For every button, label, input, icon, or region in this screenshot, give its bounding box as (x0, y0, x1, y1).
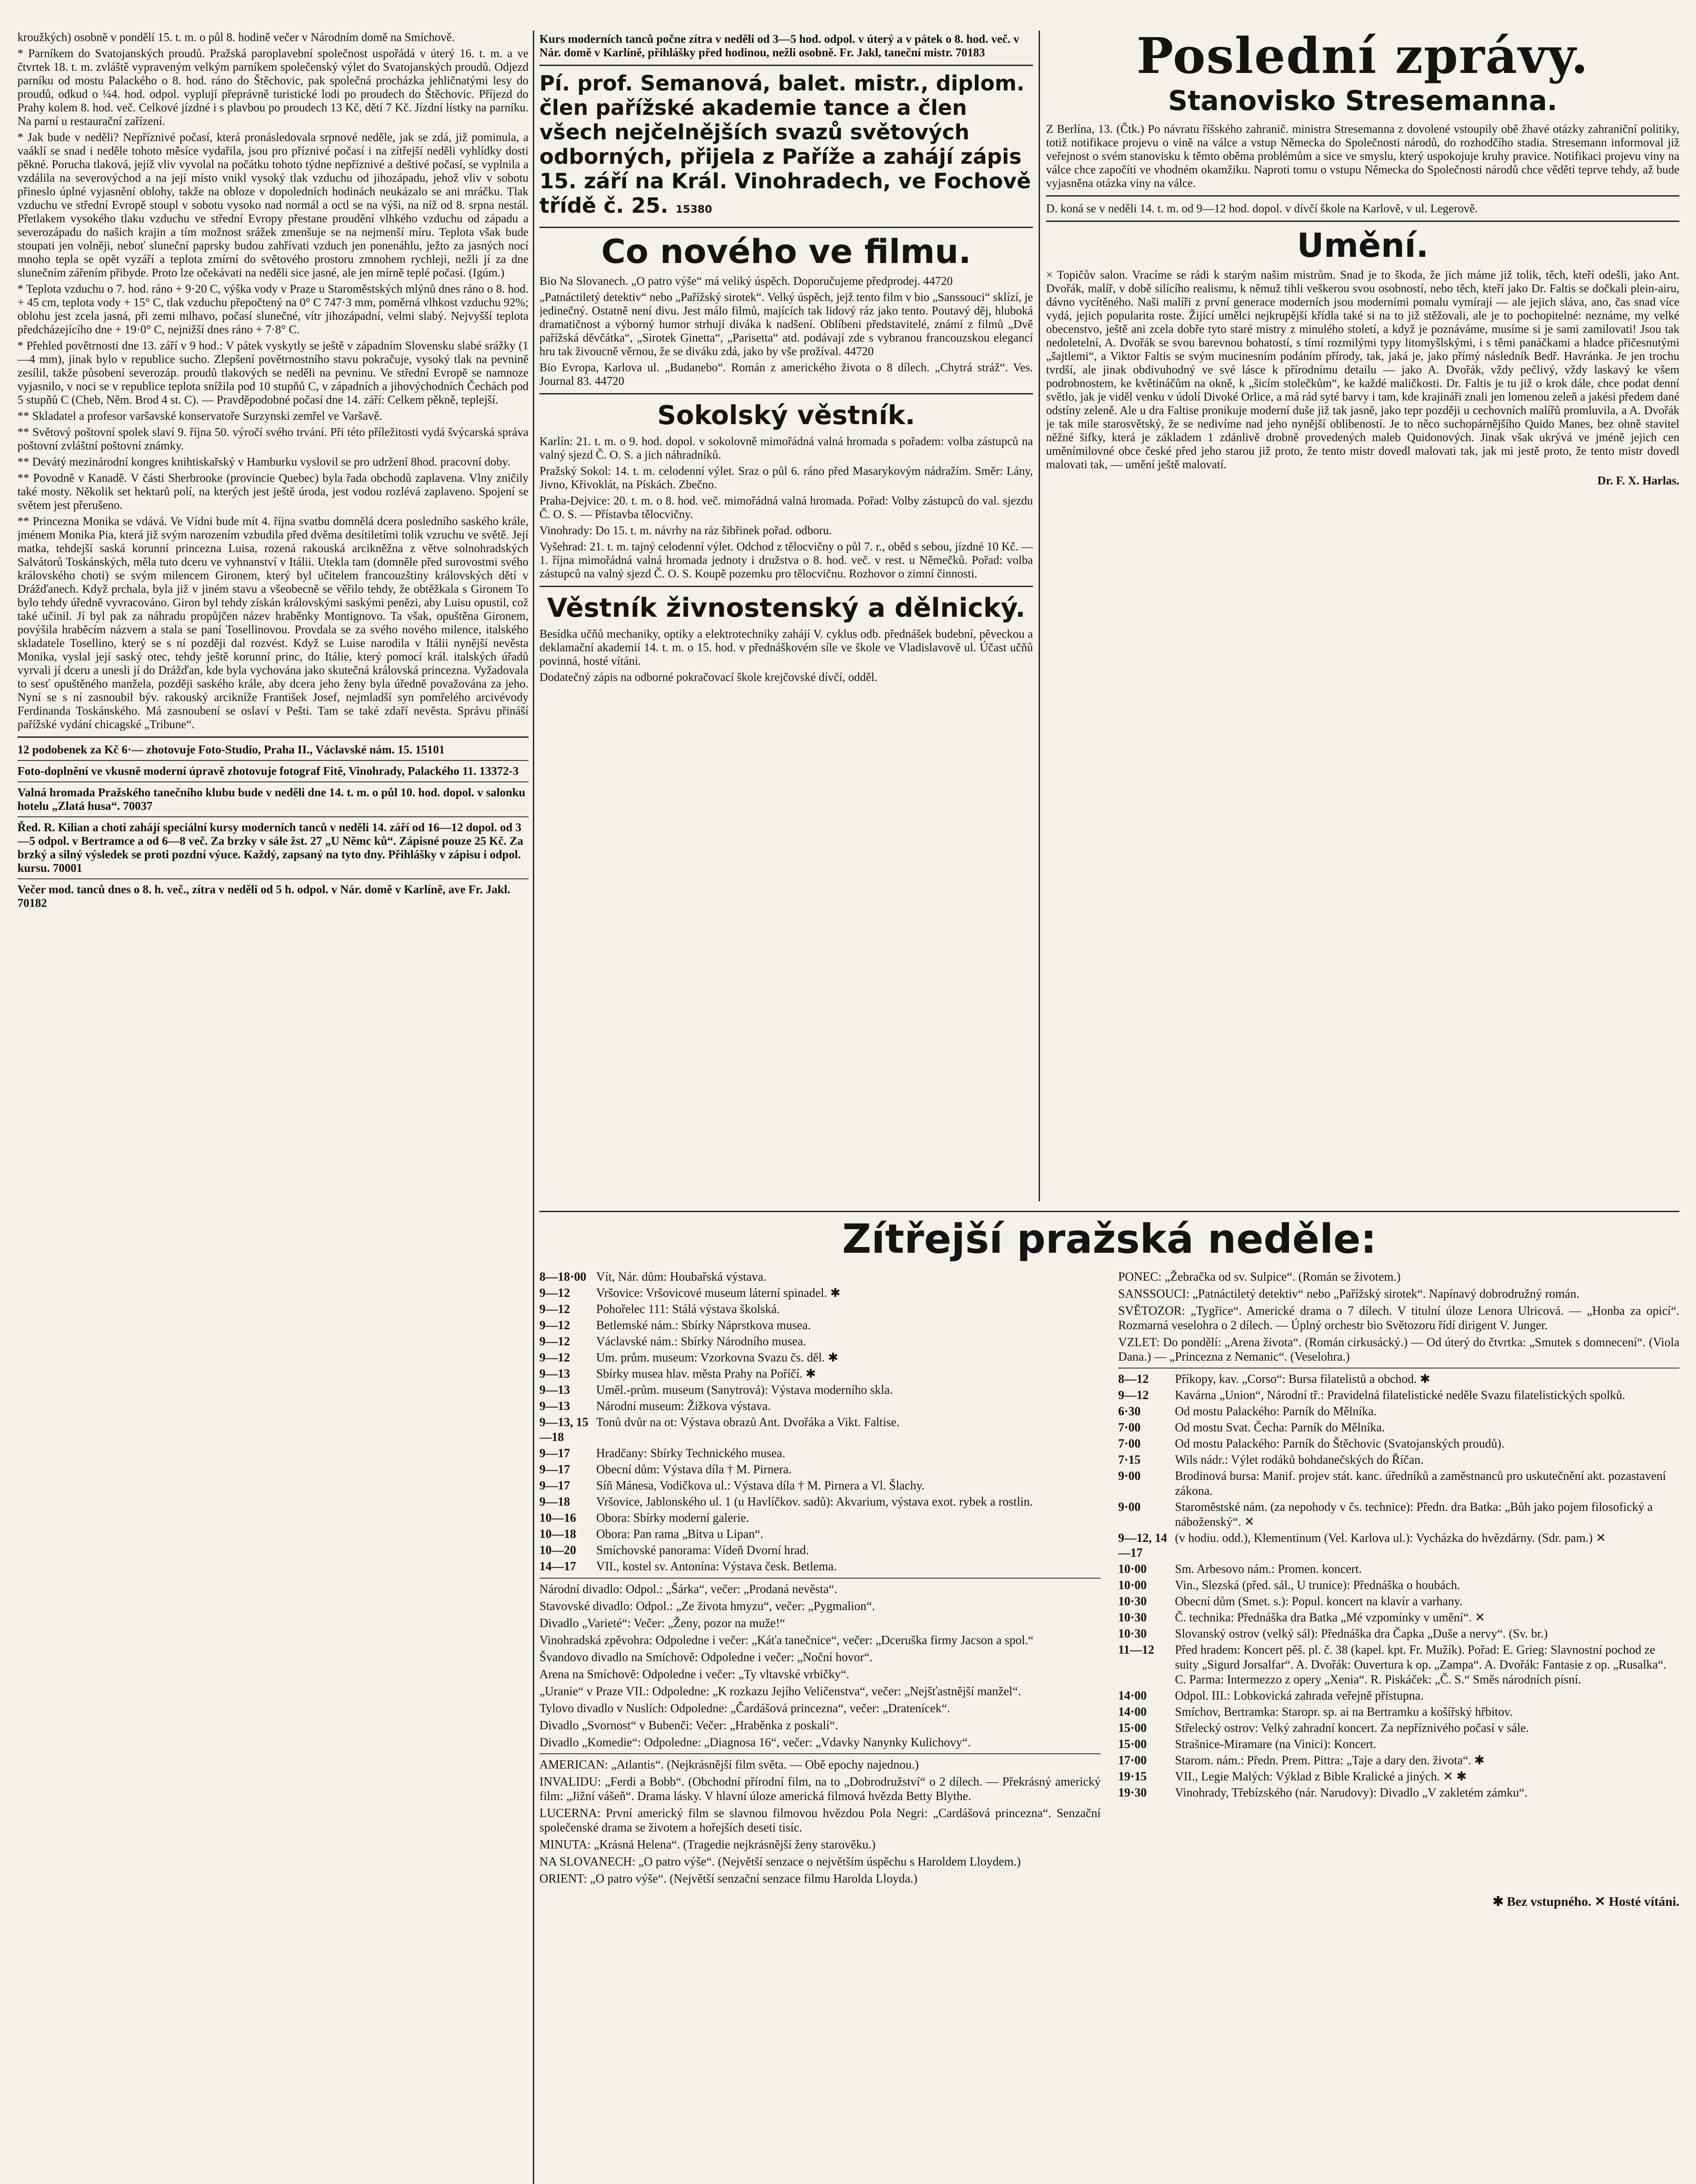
event-description: Národní museum: Žižkova výstava. (596, 1400, 771, 1413)
event-row (1118, 1388, 1679, 1403)
advertisement: Foto-doplnění ve vkusně moderní úpravě zhotovuje fotograf Fitě, Vinohrady, Palackého 11. 13372-3 (17, 764, 519, 778)
article-body: Z Berlína, 13. (Čtk.) Po návratu říšského zahranič. ministra Stresemanna z dovolené vstoupily obě žhavé otázky zahraniční politiky, totiž notifikace projevu o vině na válce a vstup Německa do Společnosti národů, do rozhodčího stadia. Stresemann informoval již veřejnost o svém stanovisku k těmto oběma problémům a sice ve smyslu, který uspokojuje kruhy pravice. Notifikaci projevu viny na válce chce započíti ve vhodném okamžiku. Naproti tomu o vstupu Německa do Společnosti národů chce věděti teprve tehdy, až bude vyjasněna otázka viny na válce. (1046, 122, 1679, 190)
column-local-news (17, 31, 528, 2184)
event-row (1118, 1769, 1679, 1784)
event-description: Smíchov, Bertramka: Staropr. sp. ai na Bertramku a košířský hřbitov. (1175, 1705, 1513, 1719)
event-description: Před hradem: Koncert pěš. pl. č. 38 (kapel. kpt. Fr. Mužík). Pořad: E. Grieg: Slavnostní pochod ze suity „Sigurd Jorsalfar“. A. Dvořák: Ouvertura k op. „Zampa“. A. Dvořák: Fantasie z op. „Rusalka“. C. Parma: Intermezzo z opery „Xenia“. R. Piskáček: „Č. S.“ Směs národních písní. (1175, 1643, 1667, 1686)
event-description: VII., Legie Malých: Výklad z Bible Kralické a jiných. ✕ ✱ (1175, 1770, 1467, 1783)
divider (539, 1211, 1679, 1212)
advertisement: Řed. R. Kilian a choti zahájí speciální kursy moderních tanců v neděli 14. září od 16—12 dopol. od 3—5 odpol. v Bertramce a od 6—8 več. Za brzky v sále žst. 27 „U Němc ků“. Zápisné pouze 25 Kč. Za brzký a silný výsledek se proti pozdní výuce. Každý, zapsaný na tyto dny. Přihlášky v zápisu i odpol. kursu. 70001 (17, 821, 523, 874)
news-paragraph: ** Skladatel a profesor varšavské konservatoře Surzynski zemřel ve Varšavě. (17, 409, 382, 422)
event-row (539, 1318, 1101, 1333)
event-row (1118, 1689, 1679, 1704)
event-row (1118, 1500, 1679, 1530)
cinema-listing: ORIENT: „O patro výše“. (Největší senzační senzace filmu Harolda Lloyda.) (539, 1872, 918, 1886)
divider (17, 816, 528, 817)
event-row (1118, 1721, 1679, 1736)
article-headline: Stanovisko Stresemanna. (1168, 85, 1558, 117)
event-row (539, 1415, 1101, 1445)
event-row (1118, 1469, 1679, 1499)
event-description: Obecní dům (Smet. s.): Popul. koncert na klavír a varhany. (1175, 1595, 1463, 1608)
event-row (1118, 1786, 1679, 1800)
event-description: Příkopy, kav. „Corso“: Bursa filatelistů a obchod. ✱ (1175, 1372, 1430, 1386)
event-time: 8—12 (1118, 1372, 1149, 1386)
event-time: 9—12 (539, 1286, 570, 1300)
event-description: Václavské nám.: Sbírky Národního musea. (596, 1335, 806, 1348)
event-time: 8—18·00 (539, 1270, 587, 1284)
event-row (539, 1495, 1101, 1510)
event-description: Odpol. III.: Lobkovická zahrada veřejně přístupna. (1175, 1689, 1424, 1703)
event-row (539, 1559, 1101, 1574)
event-row (539, 1446, 1101, 1461)
news-paragraph: ** Povodně v Kanadě. V části Sherbrooke (provincie Quebec) byla řada obchodů zaplavena. Vlny zničily také mosty. Několik set hektarů polí, na kterých jest ještě úroda, jest vodou rozlévá zaplaveno. Spojení se světem jest přerušeno. (17, 471, 528, 511)
divider (17, 760, 528, 761)
section-title-tomorrow: Zítřejší pražská neděle: (842, 1216, 1377, 1262)
event-description: Od mostu Svat. Čecha: Parník do Mělníka. (1175, 1421, 1385, 1434)
event-time: 9—12 (1118, 1389, 1149, 1402)
event-time: 9—18 (539, 1495, 570, 1509)
news-paragraph: ** Světový poštovní spolek slaví 9. října 50. výročí svého trvání. Při této příležitosti vydá švýcarská správa poštovní zvláštní poštovní známky. (17, 425, 528, 452)
event-description: Slovanský ostrov (velký sál): Přednáška dra Čapka „Duše a nervy“. (Sv. br.) (1175, 1627, 1548, 1641)
cinema-listing: SANSSOUCI: „Patnáctiletý detektiv“ nebo „Pařížský sirotek“. Napínavý dobrodružný román. (1118, 1287, 1579, 1301)
theatre-listing: Divadlo „Svornost“ v Bubenči: Večer: „Hraběnka z poskalí“. (539, 1719, 838, 1732)
cinema-listing: VZLET: Do pondělí: „Arena života“. (Román cirkusácký.) — Od úterý do čtvrtka: „Smutek s domnecení“. (Viola Dana.) — „Princezna z Nemanic“. (Veselohra.) (1118, 1336, 1679, 1364)
event-time: 9—17 (539, 1447, 570, 1460)
event-description: Tonů dvůr na ot: Výstava obrazů Ant. Dvořáka a Vikt. Faltise. (596, 1416, 900, 1429)
cinema-listing: AMERICAN: „Atlantis“. (Nejkrásnější film světa. — Obě epochy najednou.) (539, 1758, 919, 1772)
event-row (539, 1462, 1101, 1477)
event-description: Vin., Slezská (před. sál., U trunice): Přednáška o houbách. (1175, 1579, 1461, 1592)
event-time: 19·30 (1118, 1786, 1147, 1800)
trades-item: Dodatečný zápis na odborné pokračovací škole krejčovské dívčí, odděl. (539, 670, 877, 684)
event-description: Obora: Sbírky moderní galerie. (596, 1511, 749, 1525)
event-row (1118, 1753, 1679, 1768)
event-description: Č. technika: Přednáška dra Batka „Mé vzpomínky v umění“. ✕ (1175, 1611, 1485, 1624)
event-description: Staroměstské nám. (za nepohody v čs. technice): Předn. dra Batka: „Bůh jako pojem filosofický a náboženský“. ✕ (1175, 1500, 1653, 1529)
news-paragraph: kroužkých) osobně v pondělí 15. t. m. o půl 8. hodině večer v Národním domě na Smíchově. (17, 31, 455, 44)
event-description: Um. prům. museum: Vzorkovna Svazu čs. děl. ✱ (596, 1351, 839, 1365)
event-time: 9—12 (539, 1351, 570, 1365)
cinema-listing: PONEC: „Žebračka od sv. Sulpice“. (Román se životem.) (1118, 1270, 1401, 1284)
section-title-latest-news: Poslední zprávy. (1136, 31, 1589, 85)
event-description: Vít, Nár. dům: Houbařská výstava. (596, 1270, 767, 1284)
event-row (1118, 1594, 1679, 1609)
event-time: 9—12 (539, 1335, 570, 1348)
news-paragraph: D. koná se v neděli 14. t. m. od 9—12 hod. dopol. v dívčí škole na Karlově, v ul. Legerově. (1046, 202, 1478, 215)
event-row (1118, 1372, 1679, 1387)
author-signature: Dr. F. X. Harlas. (1597, 474, 1679, 487)
film-item: „Patnáctiletý detektiv“ nebo „Pařížský sirotek“. Velký úspěch, jejž tento film v bio „Sanssouci“ sklízí, je jedinečný. Ostatně není divu. Jest málo filmů, majících tak lidový ráz jako tento. Poutavý děj, hluboká dramatičnost a výborný humor strhují diváka k nadšení. Oblíbeni představitelé, známí z filmů „Dvě pařížská děvčátka“, „Sirotek Ginetta“, „Parisetta“ atd. podávají zde s vybranou francouzskou elegancí hru tak živoucně věrnou, že se diváku zdá, jako by vše prožíval. 44720 (539, 290, 1033, 358)
divider (539, 586, 1033, 587)
sokol-item: Karlín: 21. t. m. o 9. hod. dopol. v sokolovně mimořádná valná hromada s pořadem: volba zástupců na valný sjezd Č. O. S. a jich náhradníků. (539, 435, 1033, 461)
event-row (539, 1270, 1101, 1285)
event-row (539, 1399, 1101, 1414)
theatre-listing: Arena na Smíchově: Odpoledne i večer: „Ty vltavské vrbičky“. (539, 1668, 850, 1681)
event-time: 9—13 (539, 1367, 570, 1381)
event-time: 10—20 (539, 1544, 576, 1557)
event-time: 9—17 (539, 1463, 570, 1476)
event-description: Vršovice: Vršovicové museum láterní spinadel. ✱ (596, 1286, 841, 1300)
event-time: 14·00 (1118, 1689, 1147, 1703)
event-time: 9—13 (539, 1400, 570, 1413)
event-time: 9—17 (539, 1479, 570, 1493)
event-time: 9·00 (1118, 1469, 1141, 1483)
advertisement: 12 podobenek za Kč 6·— zhotovuje Foto-Studio, Praha II., Václavské nám. 15. 15101 (17, 743, 445, 756)
events-list-right (1118, 1270, 1679, 1889)
event-time: 9—13 (539, 1383, 570, 1397)
film-item: Bio Evropa, Karlova ul. „Budanebo“. Román z amerického života o 8 dílech. „Chytrá stráž“. Ves. Journal 83. 44720 (539, 361, 1033, 387)
event-row (1118, 1578, 1679, 1593)
art-review: × Topičův salon. Vracíme se rádi k starým našim mistrům. Snad je to škoda, že jich máme již tolik, těch, kteří odešli, jako Ant. Dvořák, malíř, v době silícího realismu, k němuž tihli veškerou svou osobností, nebo těch, kteří jako Dr. Faltis se dočkali plein-airu, dávno vycítěného. Naši malíři z první generace moderních jsou moderními pomalu vymírají — ale jejich sláva, ano, čas snad více vydá, jejich popularita roste. Žijící umělci nejkrupější křídla také si na to již stěžovali, ale je to pochopitelné: neznáme, my velké obecenstvo, ještě ani zcela dobře tyto staré mistry z minulého století, a když je poznáváme, musíme si je sami zamilovati! Jsou tak nedoletelní, A. Dvořák se svou barevnou bohatostí, s tímí rozmilými typy litomyšlskými, i s těmi panáčkami a hladce přičesnutými „šajtlemi“, a Viktor Faltis se svým mucinesním podáním přírody, tak, jaká je, jako přímý následník Bedř. Havránka. Je jen trochu tvrdší, ale jinak obdivuhodný ve své lásce k přírodnímu detailu — jako A. Dvořák, vždy pečlivý, vždy laskavý ke všem podrobnostem, ke květináčům na okně, k „šicím stolečkům“, ke každé maličkosti. Dr. Faltis je tu již o krok dále, chce podat denní světlo, jak je viděl venku v údolí Divoké Orlice, a má rád syté barvy i tam, kde krajináři znali jen lomenou zeleň a jakési předem dané odstíny zeleně. Ale u dra Faltise pronikuje moderní duše již tak jasně, jako tepr později u cechovních malířů promluvila, a A. Dvořák je tak mile starosvětský, že se nedivíme nad jeho nynější oblibeností. Je to něco suchopárnějšího Quido Manes, bez ohně stavitel něžné šifky, která je základem 1 zdánlivě drobně provedených maleb Quidonových. Jinak však ukrývá ve jméně jejich cen uměnímilovné obce české před jeho starou již proto, že tento mistr dovedl malovati tak, jak mi jestě proto, že tento mistr dovedl malovati tak, — umění ještě malovatí. (1046, 268, 1679, 471)
legend-footer: ✱ Bez vstupného. ✕ Hosté vítáni. (1492, 1894, 1679, 1909)
event-row (1118, 1562, 1679, 1577)
event-row (1118, 1420, 1679, 1435)
event-row (539, 1351, 1101, 1365)
event-description: Vršovice, Jablonského ul. 1 (u Havlíčkov. sadů): Akvarium, výstava exot. rybek a rostlin. (596, 1495, 1033, 1509)
event-description: VII., kostel sv. Antonína: Výstava česk. Betlema. (596, 1560, 837, 1573)
event-time: 9—12 (539, 1319, 570, 1332)
trades-item: Besídka učňů mechaniky, optiky a elektrotechniky zahájí V. cyklus odb. přednášek budební, pěveckou a deklamační akademií 14. t. m. o 15. hod. v přednáškovém síle ve škole ve Vladislavově ul. Účast učňů povinná, hosté vítáni. (539, 627, 1033, 667)
weather-overview-paragraph: * Přehled povětrnosti dne 13. září v 9 hod.: V pátek vyskytly se ještě v západním Slovensku slabé srážky (1—4 mm), jinak bylo v republice sucho. Zlepšení povětrnostního stavu pokračuje, vysoký tlak na pevnině zesílil, takže působení severozáp. proudů tlakových se neděli na pevninu. Ve střední Evropě se namnoze vyjasnilo, v noci se v republice teplota snížila pod 10 stupňů C, v západních a jihovýchodních Čechách pod 5 stupňů C (Cheb, Něm. Brod 4 st. C). — Pravděpodobné počasí dne 14. září: Celkem pěkně, teplejší. (17, 339, 528, 406)
event-description: Sbírky musea hlav. města Prahy na Poříčí. ✱ (596, 1367, 816, 1381)
event-description: (v hodiu. odd.), Klementinum (Vel. Karlova ul.): Vycházka do hvězdárny. (Sdr. pam.) ✕ (1175, 1531, 1606, 1545)
event-description: Uměl.-prům. museum (Sanytrová): Výstava moderního skla. (596, 1383, 893, 1397)
theatre-listing: Divadlo „Komedie“: Odpoledne: „Diagnosa 16“, večer: „Vdavky Nanynky Kulichovy“. (539, 1736, 971, 1749)
event-description: Hradčany: Sbírky Technického musea. (596, 1447, 785, 1460)
events-list-left (539, 1270, 1101, 1889)
event-description: Brodinová bursa: Manif. projev stát. kanc. úředníků a zaměstnanců pro uskutečnění akt. pozastavení zákona. (1175, 1469, 1666, 1498)
event-description: Starom. nám.: Předn. Prem. Pittra: „Taje a dary den. života“. ✱ (1175, 1754, 1485, 1767)
event-row (1118, 1453, 1679, 1468)
weather-paragraph: * Jak bude v neděli? Nepříznivé počasí, která pronásledovala srpnové neděle, jak se zdá, již pominula, a vaáklí se snad i neděle tohoto měsíce vydařila, jsou pro příznivé počasí i na zítřejší neděli vyhlídky dosti pěkné. Porucha tlaková, jejíž vliv vyvolal na počátku tohoto týdne nepříznivé a deštivé počasí, se vyplnila a vzdálila na severovýchod a na její místo vnikl vysoký tlak vzduchu od jihozápadu, jehož vliv v sobotu přineslo úplné vyjasnění oblohy, takže na obloze v dopoledních hodinách neukázalo se ani mráčku. Tlak vzduchu ve střední Evropě stoupl v sobotu vysoko nad normál a octl se na výši, na níž od 8. srpna nestál. Přetlakem vysokého tlaku vzduchu ve střední Evropy přestane proudění vlhkého vzduchu od západu a severozápadu do našich krajin a tím možnost srážek zmenšuje se na nejmenší míru. Teplota však bude stoupati jen volněji, neboť sluneční paprsky budou zahřívati vzduch jen ponenáhlu, ježto za jasných nocí mnoho tepla se opět vyzáří a teplota zmírní do světového prostoru zmnohem rychleji, nežli jí za dne slunečním zářením přibyde. Proto lze očekávati na neděli sice jasné, ale jen mírně teplé počasí. (Igúm.) (17, 131, 528, 279)
tomorrow-events-section (539, 1206, 1679, 2184)
divider (539, 227, 1033, 228)
event-row (1118, 1627, 1679, 1641)
event-time: 15·00 (1118, 1721, 1147, 1735)
advertisement: Večer mod. tanců dnes o 8. h. več., zítra v neděli od 5 h. odpol. v Nár. domě v Karlíně, ave Fr. Jakl. 70182 (17, 883, 511, 909)
theatre-listing: Švandovo divadlo na Smíchově: Odpoledne i večer: „Noční hovor“. (539, 1651, 873, 1664)
news-paragraph: ** Princezna Monika se vdává. Ve Vídni bude mít 4. října svatbu domnělá dcera posledního saského krále, jménem Monika Pia, která již svým narozením vzbudila před dvěma desítiletími tolik vzruchu ve světě. Její matka, tehdejší saská korunní princezna Luisa, rozená rakouská arcikněžna z větve solnohradských Salvátorů Toskánských, měla tuto dceru ve vyhnanství v Itálii. Utekla tam (domněle před surovostmi svého královského choti) se svým milencem Gironem, který byl učitelem francouzštiny královských dětí v Drážďanech. Když prchala, byla již v jiném stavu a všeobecně se věřilo tehdy, že obtěžkala s Gironem To bylo tehdy úředně vyvracováno. Giron byl tehdy získán královskými saskými penězi, aby Luisu opustil, což také učinil. Jí byl pak za náhradu propůjčen název hraběnky Montignovo. Ta však, opuštěna Gironem, povýšila hraběcím názvem a stala se paní Tosellinovou. Provdala se za svého nového milence, italského skladatele Tosellino, který se s ní později dal rozvést. Když se Luise narodila v Itálii nynější nevěsta Monika, vyslal její saský otec, tehdy ještě korunní princ, do Itálie, který pomocí král. italských úřadů vyrvali jí dceru a unesli jí do Drážďan, kde byla vychována jako skutečná královská princezna. Vyžadovala to sesť opuštěného manžela, později saského krále, aby dcera jeho ženy byla úředně považována za jeho. Nyní se s ní zasnoubil býv. rakouský arcikníže František Josef, nejmladší syn pomřelého arcivévody Ferdinanda Toskánského. Má zasnoubení se oslaví v Pešti. Tam se také zdaří nevěsta. Správu přináší pařížské vydání chicagské „Tribune“. (17, 515, 528, 731)
event-time: 7·00 (1118, 1421, 1141, 1434)
event-time: 7·15 (1118, 1453, 1141, 1467)
event-row (1118, 1531, 1679, 1561)
divider (17, 878, 528, 879)
event-time: 10·00 (1118, 1579, 1147, 1592)
event-time: 7·00 (1118, 1437, 1141, 1451)
event-description: Od mostu Palackého: Parník do Štěchovic (Svatojanských proudů). (1175, 1437, 1505, 1451)
event-time: 14·00 (1118, 1705, 1147, 1719)
event-row (539, 1511, 1101, 1526)
event-time: 9—12, 14—17 (1118, 1531, 1167, 1560)
event-description: Pohořelec 111: Stálá výstava školská. (596, 1303, 780, 1316)
event-time: 10·30 (1118, 1595, 1147, 1608)
section-title-art: Umění. (1297, 226, 1429, 265)
event-description: Obora: Pan rama „Bitva u Lipan“. (596, 1527, 763, 1541)
event-time: 6·30 (1118, 1405, 1141, 1418)
event-row (539, 1543, 1101, 1558)
sokol-item: Pražský Sokol: 14. t. m. celodenní výlet. Sraz o půl 6. ráno před Masarykovým nádražím. Směr: Lány, Jivno, Křivoklát, na Pískách. Zbečno. (539, 464, 1033, 491)
event-row (539, 1527, 1101, 1542)
event-time: 9—13, 15—18 (539, 1416, 588, 1444)
divider (1046, 195, 1679, 197)
event-description: Síň Mánesa, Vodičkova ul.: Výstava díla † M. Pirnera a Vl. Šlachy. (596, 1479, 925, 1493)
theatre-listing: Národní divadlo: Odpol.: „Šárka“, večer: „Prodaná nevěsta“. (539, 1583, 837, 1596)
event-row (1118, 1404, 1679, 1419)
divider (1046, 221, 1679, 222)
cinema-listing: NA SLOVANECH: „O patro výše“. (Největší senzace o největším úspěchu s Haroldem Lloydem.) (539, 1855, 1021, 1869)
event-row (1118, 1437, 1679, 1451)
event-description: Wils nádr.: Výlet rodáků bohdanečských do Říčan. (1175, 1453, 1424, 1467)
advertisement-large: Pí. prof. Semanová, balet. mistr., diplom. člen pařížské akademie tance a člen všech nejčelnějších svazů světových odborných, přijela z Paříže a zahájí zápis 15. září na Král. Vinohradech, ve Fochově třídě č. 25. 15380 (539, 71, 1031, 218)
event-description: Obecní dům: Výstava díla † M. Pirnera. (596, 1463, 792, 1476)
event-row (539, 1302, 1101, 1317)
divider (539, 1753, 1101, 1754)
event-time: 14—17 (539, 1560, 576, 1573)
event-row (1118, 1705, 1679, 1720)
event-time: 10·30 (1118, 1627, 1147, 1641)
theatre-listing: Divadlo „Varieté“: Večer: „Ženy, pozor na muže!“ (539, 1617, 785, 1630)
divider (17, 736, 528, 738)
section-title-sokol: Sokolský věstník. (657, 400, 915, 431)
cinema-listing: INVALIDU: „Ferdi a Bobb“. (Obchodní přírodní film, na to „Dobrodružství“ o 2 dílech. — Překrásný americký film: „Jižní vášeň“. Drama lásky. V hlavní úloze americká filmová hvězda Betty Blythe. (539, 1775, 1101, 1803)
event-time: 9—12 (539, 1303, 570, 1316)
event-time: 10·30 (1118, 1611, 1147, 1624)
event-time: 10·00 (1118, 1562, 1147, 1576)
event-row (539, 1383, 1101, 1398)
cinema-listing: MINUTA: „Krásná Helena“. (Tragedie nejkrásnější ženy starověku.) (539, 1838, 876, 1852)
event-description: Vinohrady, Třebízského (nár. Narudovy): Divadlo „V zakletém zámku“. (1175, 1786, 1528, 1800)
event-description: Střelecký ostrov: Velký zahradní koncert. Za nepříznivého počasí v sále. (1175, 1721, 1529, 1735)
sokol-item: Vyšehrad: 21. t. m. tajný celodenní výlet. Odchod z tělocvičny o půl 7. r., oběd s sebou, jízdné 10 Kč. — 1. října mimořádná valná hromada jednoty i družstva o 8. hod. več. v rest. u Němečků. Pořad: volba zástupců na valný sjezd Č. O. S. Koupě pozemku pro tělocvičnu. Rozhovor o zimní činnosti. (539, 540, 1033, 580)
section-title-film: Co nového ve filmu. (601, 232, 971, 271)
event-description: Betlemské nám.: Sbírky Náprstkova musea. (596, 1319, 811, 1332)
divider (539, 1578, 1101, 1579)
event-row (1118, 1643, 1679, 1687)
sokol-item: Praha-Dejvice: 20. t. m. o 8. hod. več. mimořádná valná hromada. Pořad: Volby zástupců do val. sjezdu Č. O. S. — Přístavba tělocvičny. (539, 494, 1033, 521)
event-row (539, 1286, 1101, 1301)
film-item: Bio Na Slovanech. „O patro výše“ má veliký úspěch. Doporučujeme předprodej. 44720 (539, 274, 953, 287)
event-row (1118, 1610, 1679, 1625)
event-time: 11—12 (1118, 1643, 1154, 1657)
cinema-listing: LUCERNA: První americký film se slavnou filmovou hvězdou Pola Negri: „Cardášová princezna“. Senzační společenské drama se životem a hořejších deseti tisíc. (539, 1807, 1101, 1835)
column-latest-news (1046, 31, 1679, 1201)
event-row (539, 1367, 1101, 1382)
news-paragraph: * Parníkem do Svatojanských proudů. Pražská paroplavební společnost uspořádá v úterý 16. t. m. a ve čtvrtek 18. t. m. zvláště vypraveným velkým parníkem společenský výlet do Svatojanských proudů. Odjezd parníku od mostu Palackého o 8. hod. ráno do Štěchovic, pak společná procházka jehličnatými lesy do proudů, odkud o ¼4. hod. odpol. vyplují přeprávně turistické lodi po proudech do Štěchovic. Příjezd do Prahy kolem 8. hod. več. Celkové jízdné i s plavbou po proudech 13 Kč, dětí 7 Kč. Jízdní lístky na parníku. Na parní u restaurační zařízení. (17, 47, 528, 128)
event-description: Od mostu Palackého: Parník do Mělníka. (1175, 1405, 1377, 1418)
event-row (1118, 1737, 1679, 1752)
event-time: 15·00 (1118, 1738, 1147, 1751)
event-time: 17·00 (1118, 1754, 1147, 1767)
sokol-item: Vinohrady: Do 15. t. m. návrhy na ráz šibřinek pořad. odboru. (539, 524, 832, 537)
divider (17, 781, 528, 782)
advertisement: Valná hromada Pražského tanečního klubu bude v neděli dne 14. t. m. o půl 10. hod. dopol. v salonku hotelu „Zlatá husa“. 70037 (17, 786, 525, 812)
theatre-listing: Tylovo divadlo v Nuslích: Odpoledne: „Čardášová princezna“, večer: „Dratenícek“. (539, 1702, 950, 1715)
news-paragraph: ** Devátý mezinárodní kongres knihtiskařský v Hamburku vyslovil se pro udržení 8hod. pracovní doby. (17, 455, 511, 468)
section-title-trades: Věstník živnostenský a dělnický. (547, 593, 1026, 623)
column-rule (533, 31, 534, 2184)
event-time: 9·00 (1118, 1500, 1141, 1514)
event-description: Strašnice-Miramare (na Vinici): Koncert. (1175, 1738, 1377, 1751)
column-rule (1039, 31, 1040, 1201)
event-description: Sm. Arbesovo nám.: Promen. koncert. (1175, 1562, 1362, 1576)
event-time: 10—18 (539, 1527, 576, 1541)
column-culture (539, 31, 1033, 1201)
theatre-listing: Vinohradská zpěvohra: Odpoledne i večer: „Káťa tanečnice“, večer: „Dceruška firmy Jacson a spol.“ (539, 1634, 1034, 1647)
divider (539, 393, 1033, 394)
event-time: 10—16 (539, 1511, 576, 1525)
temperature-paragraph: * Teplota vzduchu o 7. hod. ráno + 9·20 C, výška vody v Praze u Staroměstských mlýnů dnes ráno o 8. hod. + 45 cm, teplota vody + 15° C, tlak vzduchu přepočtený na 0° C 747·3 mm, poměrná vlhkost vzduchu 92%; oblohu jest zcela jasná, při zemi mlhavo, počasí slunečné, vítr jihozápadní, velmi slabý. Nejvyšší teplota předcházejícího dne + 19·0° C, nejnižší dnes ráno + 7·8° C. (17, 282, 528, 336)
divider (539, 65, 1033, 66)
event-row (539, 1334, 1101, 1349)
theatre-listing: „Uranie“ v Praze VII.: Odpoledne: „K rozkazu Jejího Veličenstva“, večer: „Nejšťastnější manžel“. (539, 1685, 1021, 1698)
event-description: Smíchovské panorama: Vídeň Dvorní hrad. (596, 1544, 809, 1557)
theatre-listing: Stavovské divadlo: Odpol.: „Ze života hmyzu“, večer: „Pygmalion“. (539, 1600, 875, 1613)
advertisement: Kurs moderních tanců počne zítra v neděli od 3—5 hod. odpol. v úterý a v pátek o 8. hod. več. v Nár. domě v Karlíně, přihlášky před hodinou, nežli osobně. Fr. Jakl, taneční mistr. 70183 (539, 32, 1019, 59)
cinema-listing: SVĚTOZOR: „Tygřice“. Americké drama o 7 dílech. V titulní úloze Lenora Ulricová. — „Honba za opicí“. Rozmarná veselohra o 2 dílech. — Úplný orchestr bio Světozoru řídí dirigent V. Junger. (1118, 1304, 1679, 1332)
event-description: Kavárna „Union“, Národní tř.: Pravidelná filatelistické neděle Svazu filatelistických spolků. (1175, 1389, 1625, 1402)
event-time: 19·15 (1118, 1770, 1147, 1783)
event-row (539, 1479, 1101, 1493)
